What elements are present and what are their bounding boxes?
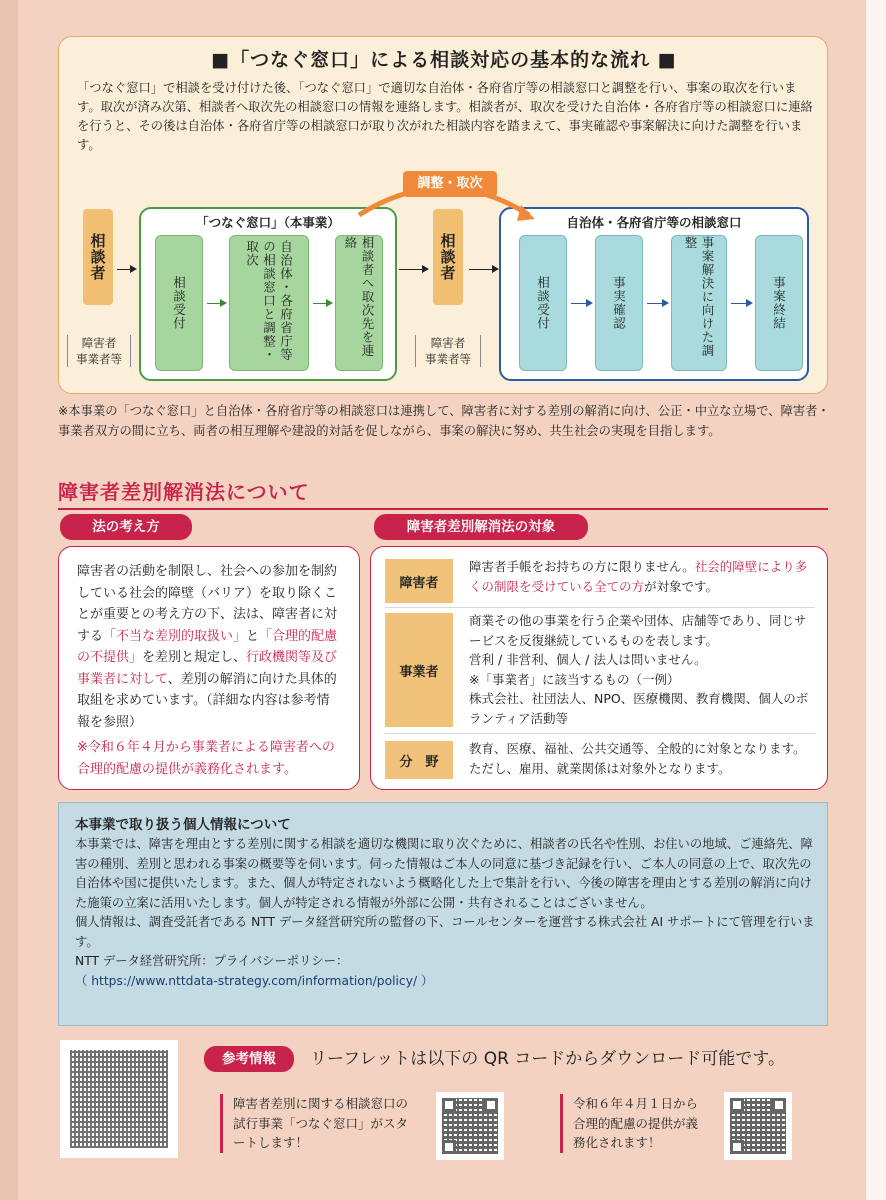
flow-arrow <box>207 303 225 304</box>
flow-arrow <box>313 303 331 304</box>
law-heading: 障害者差別解消法について <box>58 480 310 504</box>
stage-coordination: 自治体・各府省庁等の相談窓口と調整・取次 <box>229 235 309 371</box>
law-target-card <box>370 546 828 790</box>
target-text-business: 商業その他の事業を行う企業や団体、店舗等であり、同じサービスを反復継続しているものを表します。 営利 / 非営利、個人 / 法人は問いません。 ※「事業者」に該当するもの（一例） 株式会社、社団法人、NPO、医療機関、教育機関、個人のボランティア活動等 <box>469 613 809 726</box>
privacy-policy-link[interactable]: （ https://www.nttdata-strategy.com/information/policy/ ） <box>75 973 434 988</box>
stage-reception: 相談受付 <box>155 235 203 371</box>
row-divider <box>385 607 815 608</box>
law-idea-note: ※令和６年４月から事業者による障害者への合理的配慮の提供が義務化されます。 <box>77 740 335 777</box>
consulter-note-middle: 障害者 事業者等 <box>415 335 481 367</box>
stage-fact-check: 事実確認 <box>595 235 643 371</box>
reference-tag: 参考情報 <box>204 1046 294 1072</box>
flow-arrow <box>399 269 427 270</box>
law-idea-tag: 法の考え方 <box>60 514 192 540</box>
stage-notify: 相談者へ取次先を連絡 <box>335 235 383 371</box>
law-idea-text: 障害者の活動を制限し、社会への参加を制約している社会的障壁（バリア）を取り除くことが重要との考え方の下、法は、障害者に対する「不当な差別的取扱い」と「合理的配慮の不提供」を差別と規定し、行政機関等及び事業者に対して、差別の解消に向けた具体的取組を求めています。（詳細な内容は参考情報を参照） <box>77 564 338 730</box>
law-target-tag: 障害者差別解消法の対象 <box>374 514 588 540</box>
tsunagu-madoguchi-group <box>139 207 397 381</box>
privacy-title: 本事業で取り扱う個人情報について <box>75 817 291 833</box>
qr-code-leaflet1[interactable] <box>436 1092 504 1160</box>
consultation-flow-panel <box>58 36 828 394</box>
consulter-label-middle: 相談者 <box>433 209 463 305</box>
stage-resolution: 事案解決に向けた調整 <box>671 235 727 371</box>
flow-arrow <box>571 303 591 304</box>
qr-code-leaflet2[interactable] <box>724 1092 792 1160</box>
group2-title: 自治体・各府省庁等の相談窓口 <box>566 215 742 230</box>
target-label-business: 事業者 <box>385 613 453 727</box>
reference-text: リーフレットは以下の QR コードからダウンロード可能です。 <box>310 1049 785 1069</box>
consulter-label-left: 相談者 <box>83 209 113 305</box>
stage-closure: 事案終結 <box>755 235 803 371</box>
flow-title: ■「つなぐ窓口」による相談対応の基本的な流れ ■ <box>211 49 677 71</box>
row-divider <box>385 733 815 734</box>
leaflet1-text: 障害者差別に関する相談窓口の試行事業「つなぐ窓口」がスタートします！ <box>220 1094 416 1153</box>
privacy-panel <box>58 802 828 1026</box>
leaflet2-text: 令和６年４月１日から合理的配慮の提供が義務化されます！ <box>560 1094 710 1153</box>
qr-code-main <box>60 1040 178 1158</box>
flow-arrow <box>647 303 667 304</box>
adjust-label: 調整・取次 <box>403 171 497 197</box>
flow-arrow <box>731 303 751 304</box>
stage-reception2: 相談受付 <box>519 235 567 371</box>
page-edge-right <box>866 0 886 1200</box>
flow-description: 「つなぐ窓口」で相談を受け付けた後、「つなぐ窓口」で適切な自治体・各府省庁等の相談窓口と調整を行い、事案の取次を行います。取次が済み次第、相談者へ取次先の相談窓口の情報を連絡します。相談者が、取次を受けた自治体・各府省庁等の相談窓口に連絡を行うと、その後は自治体・各府省庁等の相談窓口が取り次がれた相談内容を踏まえて、事実確認や事案解決に向けた調整を行います。 <box>77 81 813 152</box>
target-text-disabled: 障害者手帳をお持ちの方に限りません。社会的障壁により多くの制限を受けている全ての方が対象です。 <box>469 559 808 594</box>
target-label-field: 分 野 <box>385 741 453 779</box>
page-edge-left <box>0 0 18 1200</box>
flow-note: ※本事業の「つなぐ窓口」と自治体・各府省庁等の相談窓口は連携して、障害者に対する差別の解消に向け、公正・中立な立場で、障害者・事業者双方の間に立ち、両者の相互理解や建設的対話を促しながら、事案の解決に努め、共生社会の実現を目指します。 <box>58 404 830 438</box>
flow-arrow <box>469 269 497 270</box>
consulter-note-left: 障害者 事業者等 <box>67 335 131 367</box>
group1-title: 「つなぐ窓口」（本事業） <box>196 215 340 230</box>
heading-rule <box>58 508 828 510</box>
target-label-disabled: 障害者 <box>385 559 453 603</box>
flow-arrow <box>117 269 135 270</box>
law-idea-card <box>58 546 360 790</box>
privacy-text: 本事業では、障害を理由とする差別に関する相談を適切な機関に取り次ぐために、相談者の氏名や性別、お住いの地域、ご連絡先、障害の種別、差別と思われる事案の概要等を伺います。伺った情報はご本人の同意に基づき記録を行い、ご本人の同意の上で、取次先の自治体や国に提供いたします。また、個人が特定されないよう概略化した上で集計を行い、今後の障害を理由とする差別の解消に向けた施策の立案に活用いたします。個人が特定される情報が外部に公開・共有されることはございません。 個人情報は、調査受託者である NTT データ経営研究所の監督の下、コールセンターを運営する株式会社 AI サポートにて管理を行います。 NTT データ経営研究所：プライバシーポリシー： （ https://www.nttdata-strategy.com/information/policy/ ） <box>75 835 820 991</box>
target-text-field: 教育、医療、福祉、公共交通等、全般的に対象となります。ただし、雇用、就業関係は対象外となります。 <box>469 741 806 776</box>
local-government-window-group <box>499 207 809 381</box>
